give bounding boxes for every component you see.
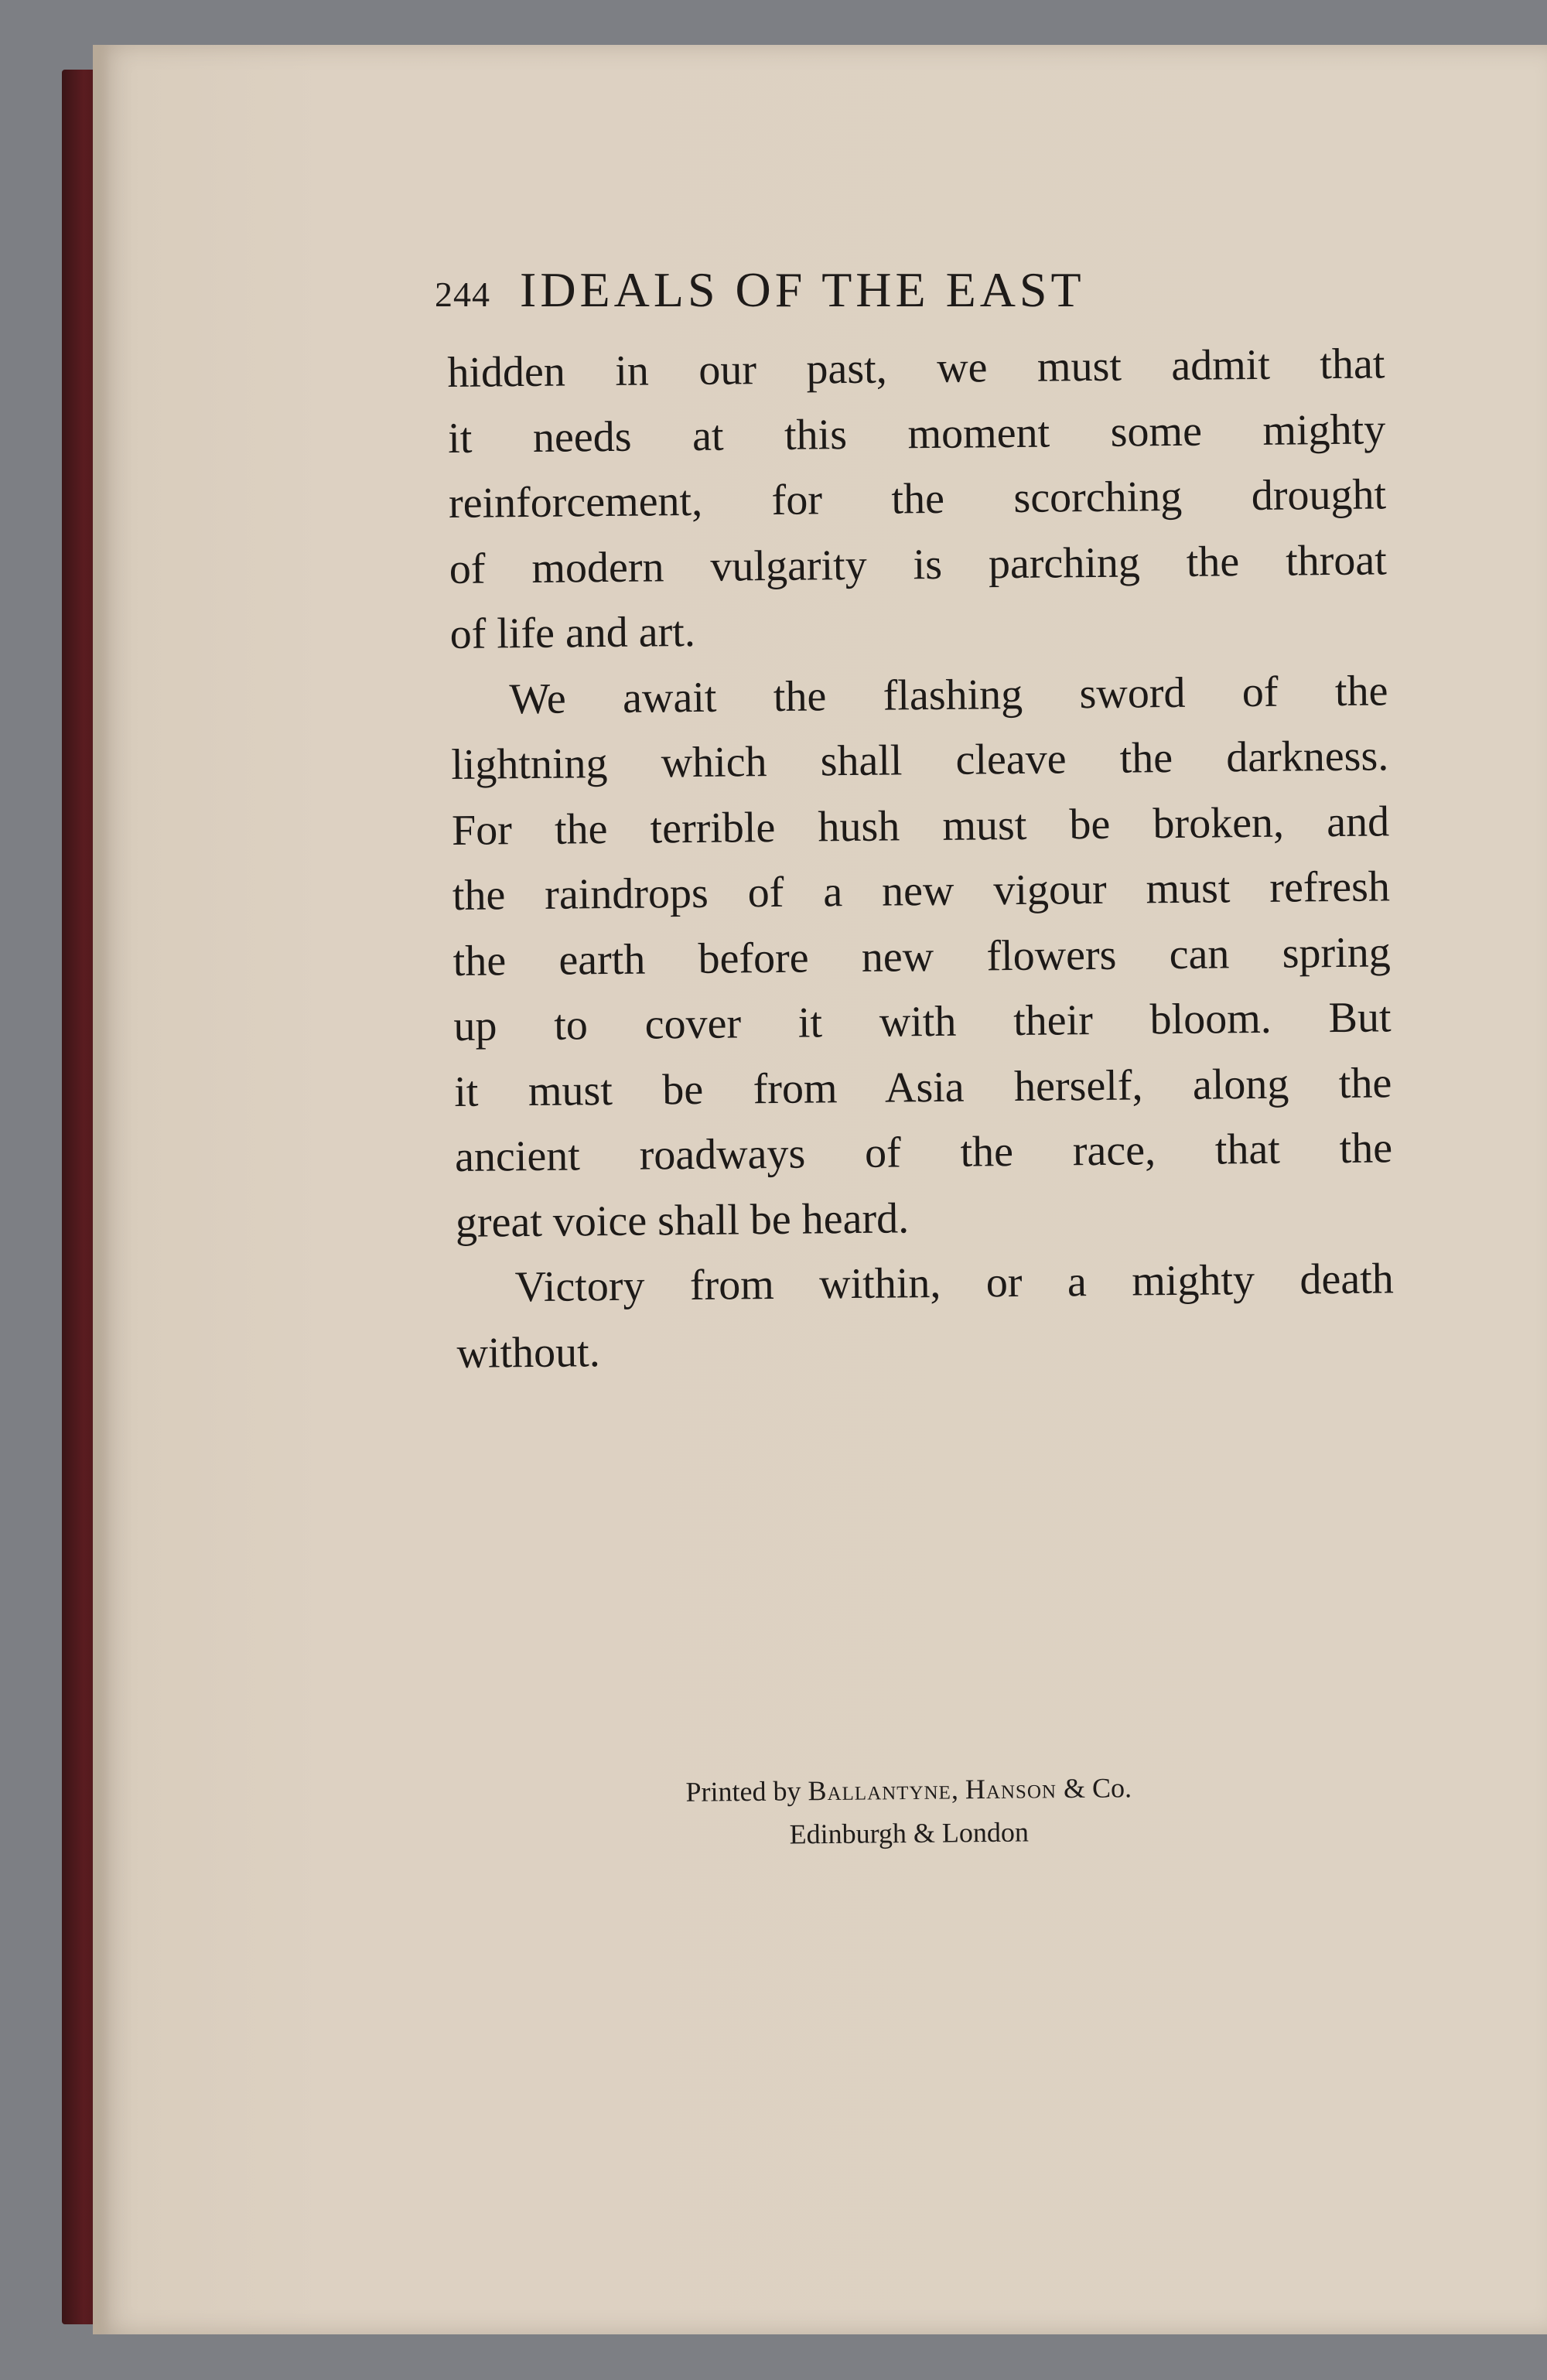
printer-suffix: & Co. xyxy=(1063,1772,1132,1805)
printer-name-2: Hanson xyxy=(965,1773,1057,1805)
text-line: up to cover it with their bloom. But xyxy=(453,993,1392,1050)
text-line: ancient roadways of the race, that the xyxy=(454,1124,1393,1181)
text-line: hidden in our past, we must admit that xyxy=(447,340,1385,397)
text-line: reinforcement, for the scorching drought xyxy=(448,470,1387,528)
colophon-printer-line xyxy=(541,1766,1276,1813)
colophon-place-line: Edinburgh & London xyxy=(789,1816,1030,1850)
text-line: the earth before new flowers can spring xyxy=(452,927,1391,985)
text-line: without. xyxy=(456,1327,600,1378)
body-text xyxy=(447,331,1395,1386)
printer-separator: , xyxy=(951,1774,959,1805)
running-head xyxy=(435,261,1286,323)
text-line: of life and art. xyxy=(449,607,696,658)
printed-by-label: Printed by xyxy=(685,1775,801,1808)
text-line: it must be from Asia herself, along the xyxy=(454,1058,1392,1116)
page-gutter-shadow xyxy=(93,45,110,2334)
printer-name-1: Ballantyne xyxy=(808,1774,952,1807)
text-line: For the terrible hush must be broken, and xyxy=(451,797,1390,855)
text-line: Victory from within, or a mighty death xyxy=(514,1255,1395,1312)
page-number: 244 xyxy=(435,275,490,314)
text-line: the raindrops of a new vigour must refresh xyxy=(452,862,1391,920)
running-title: IDEALS OF THE EAST xyxy=(520,262,1085,317)
text-line: of modern vulgarity is parching the throat xyxy=(449,535,1388,593)
printer-colophon xyxy=(541,1766,1277,1856)
text-line: We await the flashing sword of the xyxy=(509,666,1388,723)
text-line: great voice shall be heard. xyxy=(455,1193,910,1247)
text-line: it needs at this moment some mighty xyxy=(447,405,1386,463)
text-line: lightning which shall cleave the darkness. xyxy=(450,732,1389,789)
